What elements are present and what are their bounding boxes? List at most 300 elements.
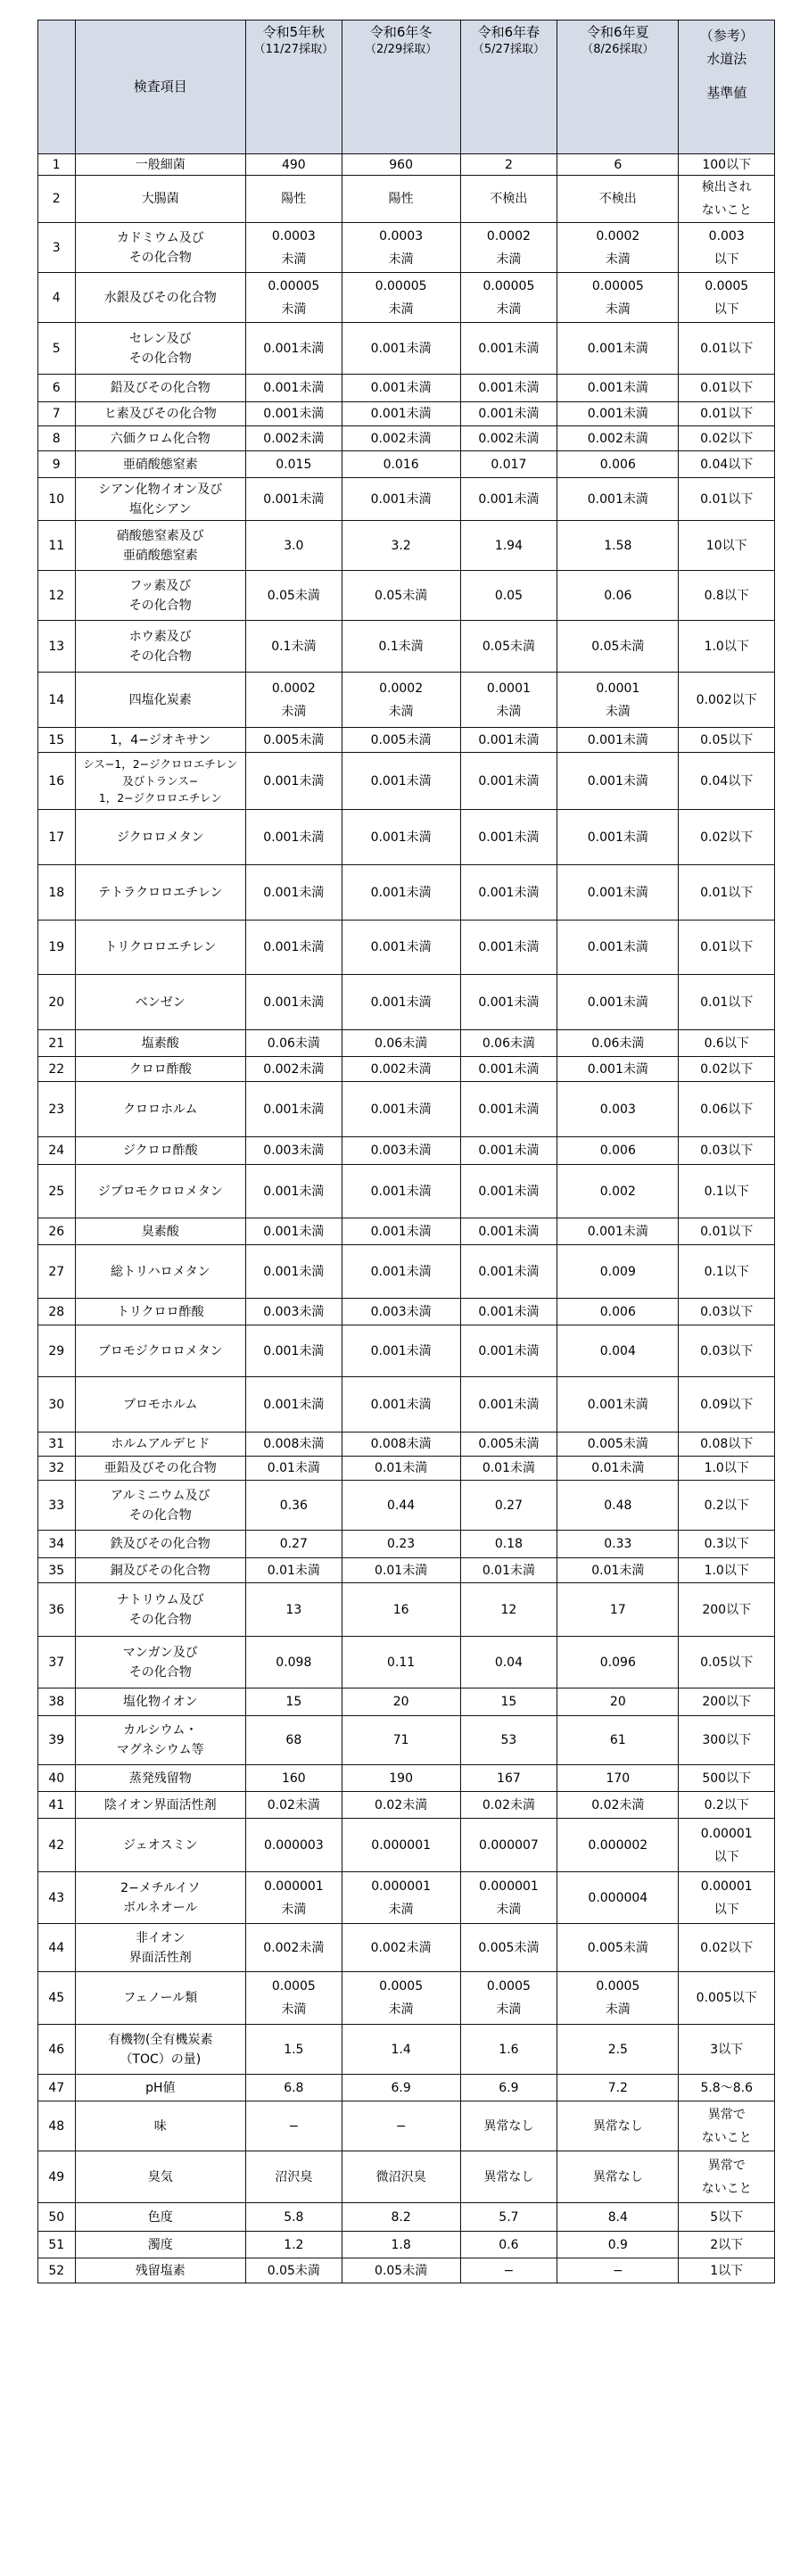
inspection-item [75,621,246,673]
inspection-item [75,426,246,451]
result-value: 7.2 [607,2080,628,2095]
result-value: 0.001未満 [263,341,325,356]
result-value: 2.5 [607,2042,628,2057]
result-value: 0.05未満 [482,639,535,654]
standard-value-line: 0.01以下 [700,1224,754,1239]
row-number: 26 [38,1218,76,1245]
table-row [38,1030,775,1057]
result-value: 0.096 [599,1655,636,1670]
result-cell-period-3 [460,451,557,478]
row-number: 47 [38,2075,76,2101]
result-cell-period-4 [557,1637,679,1688]
result-value: 0.01未満 [375,1563,428,1578]
result-value: 0.06未満 [267,1036,320,1051]
result-cell-period-1 [246,478,342,521]
result-cell-period-4 [557,2151,679,2203]
standard-value [679,1218,775,1245]
result-value: 0.001未満 [370,491,432,507]
result-value: − [395,2118,407,2134]
result-value: 0.0002 [596,228,640,244]
standard-value-line: 0.09以下 [700,1397,754,1412]
inspection-item [75,810,246,865]
result-value: 170 [606,1771,631,1786]
result-cell-period-3 [460,154,557,176]
result-cell-period-1 [246,2151,342,2203]
result-value: 0.001未満 [587,491,648,507]
result-cell-period-4 [557,478,679,521]
result-cell-period-2 [342,1716,460,1765]
result-value: 0.003未満 [263,1144,325,1158]
result-value: 未満 [281,1902,307,1917]
result-value: 0.001未満 [263,1102,325,1117]
result-cell-period-4 [557,1872,679,1924]
inspection-item-line: 鉛及びその化合物 [110,381,210,395]
result-cell-period-3 [460,865,557,921]
row-number: 4 [38,273,76,323]
inspection-item [75,1531,246,1558]
result-value: 0.001未満 [263,885,325,900]
result-cell-period-2 [342,375,460,402]
result-cell-period-2 [342,1457,460,1481]
inspection-item [75,1481,246,1531]
result-cell-period-2 [342,975,460,1030]
table-row [38,2258,775,2283]
row-number: 46 [38,2025,76,2075]
result-cell-period-3 [460,2101,557,2151]
result-value: 0.01未満 [482,1461,535,1475]
result-value: 17 [609,1602,626,1617]
row-number: 37 [38,1637,76,1688]
row-number: 5 [38,323,76,375]
table-row [38,402,775,426]
standard-value [679,1765,775,1792]
standard-value [679,865,775,921]
row-number: 39 [38,1716,76,1765]
standard-value [679,1583,775,1637]
result-cell-period-4 [557,1819,679,1872]
result-cell-period-2 [342,1218,460,1245]
header-period-name: 令和5年秋 [262,24,326,40]
table-row [38,273,775,323]
result-cell-period-3 [460,1030,557,1057]
result-value: 未満 [388,2002,414,2017]
result-value: 0.001未満 [587,381,648,395]
result-value: 6.8 [284,2080,304,2095]
result-cell-period-1 [246,1688,342,1716]
row-number: 41 [38,1792,76,1819]
table-row [38,1432,775,1457]
standard-value-line: 0.01以下 [700,940,754,954]
standard-value [679,810,775,865]
result-value: 1.58 [604,538,632,553]
result-cell-period-2 [342,1137,460,1165]
result-value: 0.002未満 [263,1940,325,1955]
result-cell-period-1 [246,1325,342,1377]
inspection-item [75,2203,246,2232]
header-period-4 [557,21,679,154]
result-cell-period-2 [342,426,460,451]
result-value: 0.005未満 [263,732,325,747]
inspection-item-line: ホルムアルデヒド [111,1437,210,1451]
row-number: 30 [38,1377,76,1432]
table-row [38,1082,775,1137]
result-value: 0.11 [387,1655,416,1670]
row-number: 24 [38,1137,76,1165]
result-value: 0.001未満 [263,773,325,788]
result-value: 0.06 [604,588,632,603]
result-value: 0.0002 [271,681,316,696]
standard-value-line: 5以下 [710,2209,744,2225]
standard-value-line: 1以下 [710,2263,744,2278]
inspection-item [75,1819,246,1872]
result-value: 0.002未満 [370,1940,432,1955]
row-number: 9 [38,451,76,478]
result-value: 1.8 [391,2237,411,2252]
standard-value [679,571,775,621]
result-cell-period-1 [246,1765,342,1792]
result-cell-period-4 [557,451,679,478]
result-value: 0.001未満 [478,1102,540,1117]
result-value: 0.006 [599,1144,636,1158]
table-row [38,1872,775,1924]
result-value: 0.000001 [263,1878,324,1894]
result-value: 0.27 [279,1537,308,1551]
result-value: 0.002未満 [263,431,325,446]
standard-value-line: ないこと [701,203,752,218]
result-value: 0.001未満 [263,1264,325,1279]
standard-value-line: 200以下 [702,1602,752,1617]
inspection-item [75,273,246,323]
result-cell-period-4 [557,1325,679,1377]
result-value: 0.017 [491,457,527,472]
inspection-item-line: 四塩化炭素 [128,692,192,707]
table-row [38,1165,775,1218]
result-value: 0.0005 [379,1979,424,1994]
row-number: 22 [38,1057,76,1082]
result-cell-period-3 [460,478,557,521]
inspection-item [75,1245,246,1299]
result-value: 沼沢臭 [275,2169,313,2184]
result-cell-period-3 [460,1057,557,1082]
result-value: 0.001未満 [263,830,325,845]
table-row [38,1245,775,1299]
result-cell-period-1 [246,621,342,673]
result-value: 0.001未満 [478,407,540,421]
result-cell-period-2 [342,1531,460,1558]
result-value: 0.005未満 [478,1940,540,1955]
result-value: 13 [285,1602,302,1617]
standard-value [679,1531,775,1558]
standard-value-line: 300以下 [702,1733,752,1747]
result-value: 0.001未満 [370,1102,432,1117]
header-period-3 [460,21,557,154]
standard-value [679,753,775,810]
standard-value-line: 0.03以下 [700,1343,754,1358]
result-value: 8.4 [607,2209,628,2225]
result-value: 未満 [281,252,307,267]
standard-value [679,1432,775,1457]
result-value: 490 [281,157,306,172]
result-value: 2 [504,157,513,172]
inspection-item-line: ジクロロ酢酸 [122,1144,198,1158]
result-cell-period-1 [246,2232,342,2258]
result-value: 0.004 [599,1343,636,1358]
result-cell-period-1 [246,1792,342,1819]
result-cell-period-2 [342,921,460,975]
result-cell-period-3 [460,1481,557,1531]
standard-value-line: 10以下 [705,538,747,553]
result-value: 0.001未満 [478,381,540,395]
inspection-item-line: 2−メチルイソ [120,1880,201,1895]
table-header-row [38,21,775,154]
result-value: 0.001未満 [587,1061,648,1077]
result-cell-period-3 [460,1688,557,1716]
result-value: 陽性 [388,192,414,206]
result-cell-period-4 [557,728,679,753]
result-cell-period-2 [342,1583,460,1637]
result-cell-period-2 [342,1637,460,1688]
standard-value-line: 1.0以下 [704,1563,749,1578]
row-number: 8 [38,426,76,451]
result-cell-period-3 [460,1325,557,1377]
result-cell-period-4 [557,1924,679,1972]
result-value: 0.001未満 [263,407,325,421]
inspection-item-line: マグネシウム等 [116,1743,204,1757]
result-value: 0.01未満 [267,1461,320,1475]
result-value: 0.06未満 [591,1036,645,1051]
inspection-item [75,1637,246,1688]
standard-value-line: 0.04以下 [700,457,754,472]
result-value: 0.05未満 [375,2263,428,2278]
result-cell-period-1 [246,402,342,426]
result-cell-period-2 [342,753,460,810]
inspection-item [75,223,246,273]
standard-value [679,1924,775,1972]
result-value: 0.0001 [596,681,640,696]
standard-value-line: 異常で [707,2158,746,2173]
result-value: 0.06未満 [375,1036,428,1051]
result-cell-period-4 [557,1558,679,1583]
result-value: 未満 [388,252,414,267]
standard-value-line: 0.05以下 [700,1655,754,1670]
standard-value-line: 0.00001 [700,1826,753,1841]
result-value: 0.002未満 [478,431,540,446]
standard-value [679,621,775,673]
standard-value-line: 0.2以下 [704,1498,749,1513]
standard-value [679,1716,775,1765]
inspection-item [75,571,246,621]
result-value: 0.002 [599,1184,636,1199]
result-value: 0.001未満 [478,1224,540,1239]
header-standard-ref: （参考） [699,28,754,44]
standard-value [679,223,775,273]
result-value: 0.0002 [486,228,531,244]
inspection-item-line: 塩化シアン [129,501,192,516]
result-cell-period-3 [460,273,557,323]
result-value: 0.02未満 [267,1797,320,1812]
header-no [38,21,76,154]
result-value: 0.001未満 [587,407,648,421]
result-value: 未満 [281,2002,307,2017]
result-value: 61 [609,1733,626,1747]
table-row [38,1583,775,1637]
inspection-item-line: トリクロロ酢酸 [116,1304,204,1319]
row-number: 3 [38,223,76,273]
result-value: 0.008未満 [263,1437,325,1451]
inspection-item [75,2101,246,2151]
inspection-item [75,2075,246,2101]
result-value: 0.006 [599,1304,636,1319]
standard-value [679,1165,775,1218]
inspection-item [75,1165,246,1218]
result-value: 未満 [388,704,414,719]
result-value: 0.001未満 [478,341,540,356]
result-value: 0.001未満 [263,381,325,395]
table-row [38,1531,775,1558]
standard-value-line: 0.01以下 [700,885,754,900]
result-cell-period-3 [460,975,557,1030]
result-cell-period-4 [557,154,679,176]
result-value: 0.33 [604,1537,632,1551]
result-cell-period-1 [246,1924,342,1972]
row-number: 36 [38,1583,76,1637]
result-value: 0.000007 [479,1837,539,1853]
header-standard-law: 水道法 [706,51,747,67]
result-value: 未満 [388,301,414,317]
standard-value-line: 0.8以下 [704,588,749,603]
result-value: 0.003未満 [263,1304,325,1319]
inspection-item [75,1924,246,1972]
inspection-item-line: その化合物 [128,1612,192,1627]
standard-value [679,426,775,451]
standard-value-line: 以下 [713,1849,739,1864]
result-value: 0.000002 [588,1837,648,1853]
result-value: 0.001未満 [478,1184,540,1199]
row-number: 33 [38,1481,76,1531]
result-cell-period-4 [557,1688,679,1716]
standard-value [679,1137,775,1165]
standard-value [679,728,775,753]
result-value: 0.001未満 [263,491,325,507]
result-cell-period-4 [557,1432,679,1457]
table-row [38,451,775,478]
table-row [38,621,775,673]
result-value: 1.6 [499,2042,519,2057]
result-cell-period-1 [246,451,342,478]
inspection-item-line: その化合物 [128,1664,192,1680]
row-number: 14 [38,673,76,728]
inspection-item [75,1688,246,1716]
inspection-item [75,975,246,1030]
result-cell-period-2 [342,1688,460,1716]
result-cell-period-3 [460,728,557,753]
row-number: 43 [38,1872,76,1924]
inspection-item-line: 塩素酸 [141,1036,179,1051]
result-cell-period-1 [246,2258,342,2283]
standard-value-line: 0.01以下 [700,995,754,1010]
header-period-name: 令和6年夏 [587,24,649,40]
result-value: 0.001未満 [478,1304,540,1319]
result-value: 0.27 [494,1498,523,1513]
result-cell-period-4 [557,1218,679,1245]
standard-value [679,1558,775,1583]
row-number: 45 [38,1972,76,2025]
standard-value-line: 200以下 [702,1695,752,1709]
result-cell-period-3 [460,621,557,673]
result-cell-period-2 [342,2232,460,2258]
result-cell-period-1 [246,1057,342,1082]
result-cell-period-4 [557,273,679,323]
result-value: 未満 [388,1902,414,1917]
result-value: 0.005未満 [478,1437,540,1451]
result-cell-period-3 [460,1819,557,1872]
inspection-item-line: カドミウム及び [116,230,204,245]
result-cell-period-3 [460,1082,557,1137]
result-value: 0.001未満 [370,341,432,356]
row-number: 44 [38,1924,76,1972]
result-cell-period-4 [557,921,679,975]
inspection-item-line: セレン及び [128,331,192,346]
result-cell-period-2 [342,2258,460,2283]
result-value: 0.001未満 [478,940,540,954]
row-number: 50 [38,2203,76,2232]
table-row [38,1325,775,1377]
result-cell-period-2 [342,2151,460,2203]
table-body [38,154,775,2283]
result-value: 0.005未満 [587,1437,648,1451]
result-value: 0.001未満 [478,1264,540,1279]
table-row [38,673,775,728]
table-row [38,375,775,402]
result-cell-period-2 [342,402,460,426]
result-value: 0.000004 [588,1890,648,1905]
result-cell-period-2 [342,478,460,521]
result-cell-period-3 [460,2232,557,2258]
result-value: 未満 [496,704,522,719]
result-value: 0.003 [599,1102,636,1117]
result-value: 未満 [605,2002,631,2017]
result-value: 0.04 [494,1655,523,1670]
inspection-item [75,1972,246,2025]
result-cell-period-1 [246,1481,342,1531]
result-value: − [503,2263,515,2278]
result-value: 3.2 [391,538,411,553]
result-cell-period-3 [460,1716,557,1765]
result-value: 0.00005 [375,278,427,293]
result-value: 0.001未満 [263,995,325,1010]
inspection-item-line: その化合物 [128,351,192,366]
result-cell-period-1 [246,1819,342,1872]
standard-value-line: 1.0以下 [704,639,749,654]
standard-value [679,154,775,176]
standard-value-line: 0.04以下 [700,773,754,788]
inspection-item-line: 陰イオン界面活性剤 [104,1797,217,1812]
result-cell-period-4 [557,571,679,621]
result-cell-period-3 [460,1972,557,2025]
standard-value-line: 5.8〜8.6 [700,2080,753,2095]
result-value: 0.001未満 [478,1144,540,1158]
standard-value-line: 0.002以下 [696,692,757,707]
table-row [38,2101,775,2151]
inspection-item-line: ジブロモクロロメタン [97,1184,223,1199]
inspection-item [75,451,246,478]
row-number: 42 [38,1819,76,1872]
result-value: 0.001未満 [478,773,540,788]
result-value: 20 [392,1695,409,1709]
result-value: 0.02未満 [375,1797,428,1812]
inspection-item-line: カルシウム・ [123,1723,198,1738]
standard-value [679,2232,775,2258]
